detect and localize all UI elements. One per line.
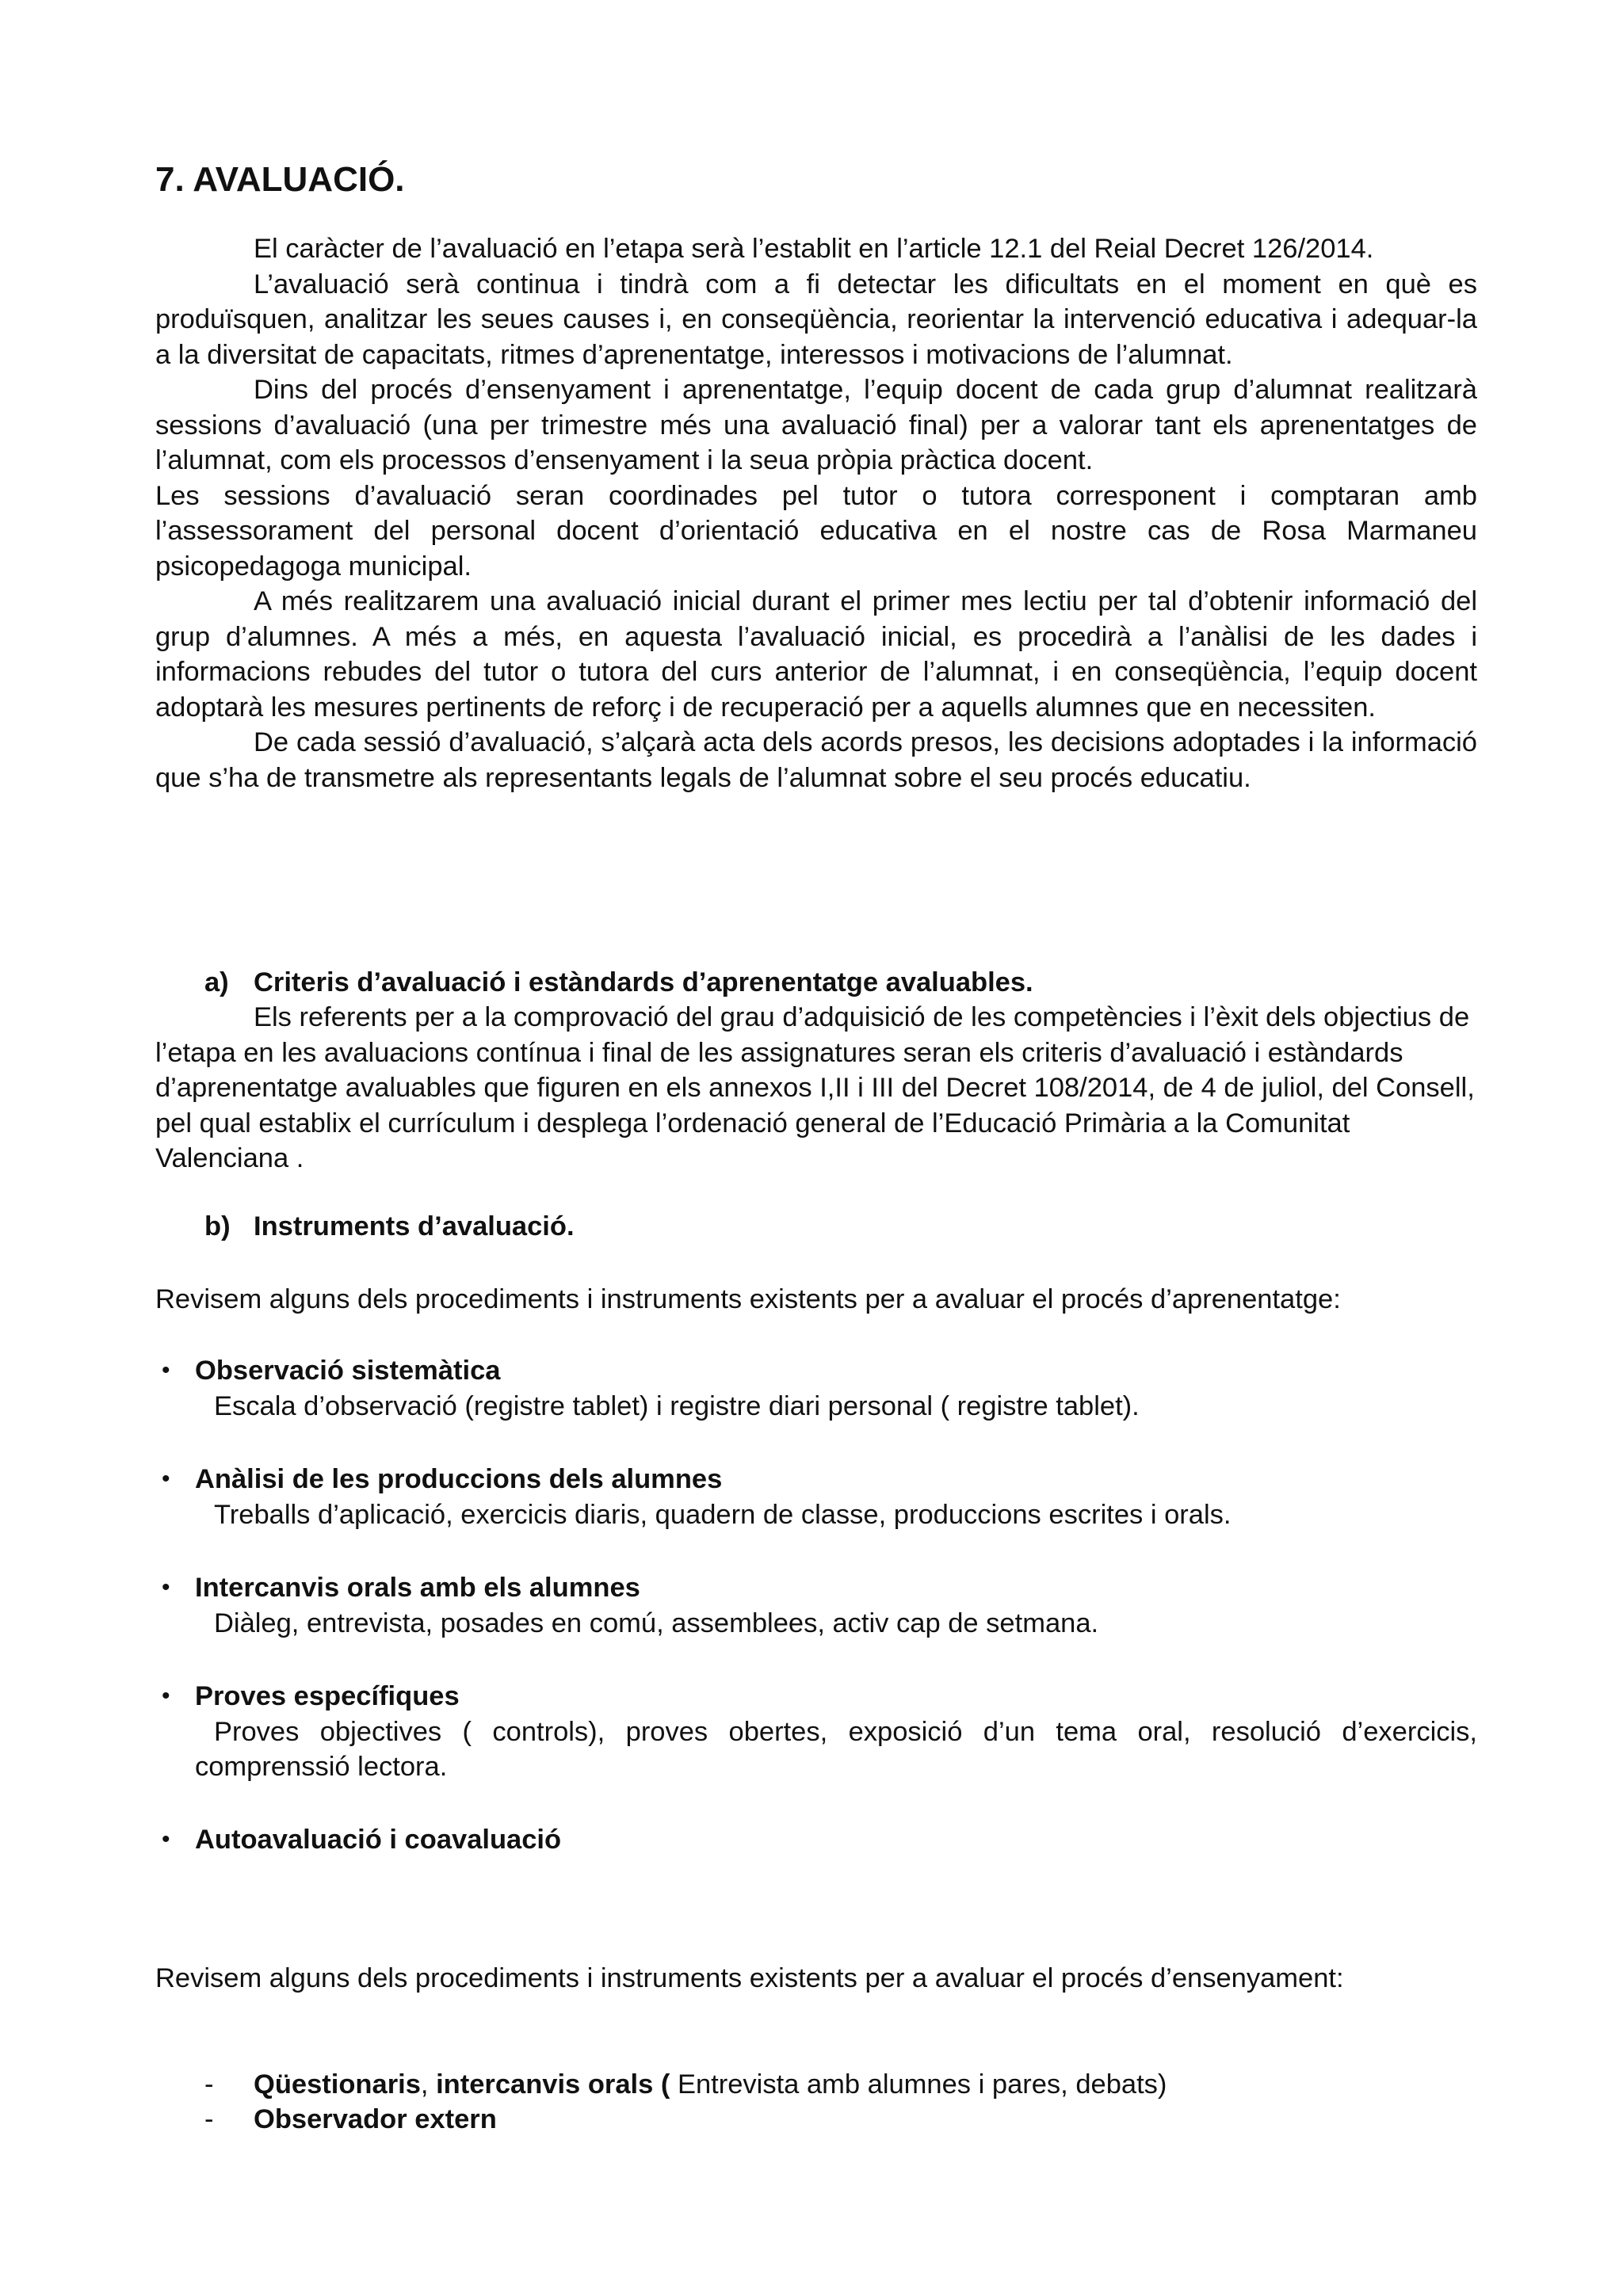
bullet-item [155, 1462, 1477, 1532]
dash-item-bold: intercanvis orals ( [436, 2069, 670, 2100]
bullet-title: Observació sistemàtica [195, 1356, 501, 1386]
subsection-b-heading [204, 1209, 575, 1245]
dash-item-bold: Observador extern [254, 2104, 497, 2134]
intro-paragraph: L’avaluació serà continua i tindrà com a fi detectar les dificultats en el moment en què es produïsquen, analitzar les seues causes i, en conseqüència, reorientar la intervenció educativa i adequar-la a la diversitat de capacitats, ritmes d’aprenentatge, interessos i motivacions de l’alumnat. [155, 269, 1477, 370]
subsection-a-text [155, 1000, 1477, 1177]
intro-paragraph: Les sessions d’avaluació seran coordinades pel tutor o tutora corresponent i comptaran amb l’assessorament del personal docent d’orientació educativa en el nostre cas de Rosa Marmaneu psicopedagoga municipal. [155, 480, 1477, 582]
bullet-item [155, 1679, 1477, 1785]
subsection-title: Criteris d’avaluació i estàndards d’aprenentatge avaluables. [254, 967, 1033, 997]
bullet-icon: • [162, 1574, 170, 1600]
bullet-icon: • [162, 1826, 170, 1852]
bullet-title: Intercanvis orals amb els alumnes [195, 1573, 640, 1603]
bullet-title: Anàlisi de les produccions dels alumnes [195, 1464, 723, 1494]
dash-item-text: Entrevista amb alumnes i pares, debats) [670, 2069, 1167, 2100]
intro-text [155, 231, 1477, 795]
dash-item-bold: Qüestionaris [254, 2069, 421, 2100]
dash-item [204, 2102, 1477, 2138]
intro-paragraph: Dins del procés d’ensenyament i aprenentatge, l’equip docent de cada grup d’alumnat realitzarà sessions d’avaluació (una per trimestre més una avaluació final) per a valorar tant els aprenentatges de l’alumnat, com els processos d’ensenyament i la seua pròpia pràctica docent. [155, 375, 1477, 475]
bullet-item [155, 1353, 1477, 1424]
dash-item [204, 2067, 1477, 2103]
intro-paragraph: De cada sessió d’avaluació, s’alçarà acta dels acords presos, les decisions adoptades i la informació que s’ha de transmetre als representants legals de l’alumnat sobre el seu procés educatiu. [155, 727, 1477, 793]
bullet-description: Treballs d’aplicació, exercicis diaris, quadern de classe, produccions escrites i orals. [214, 1499, 1232, 1530]
dash-marker: - [204, 2104, 214, 2134]
bullet-icon: • [162, 1357, 170, 1383]
bullet-icon: • [162, 1466, 170, 1492]
intro-paragraph: El caràcter de l’avaluació en l’etapa serà l’establit en l’article 12.1 del Reial Decret 126/2014. [254, 234, 1374, 264]
bullet-item [155, 1822, 1477, 1858]
bullet-description: Diàleg, entrevista, posades en comú, assemblees, activ cap de setmana. [214, 1608, 1099, 1638]
bullet-title: Proves específiques [195, 1681, 460, 1711]
bullet-description: Proves objectives ( controls), proves obertes, exposició d’un tema oral, resolució d’exercicis, comprenssió lectora. [195, 1716, 1477, 1782]
learning-intro-text: Revisem alguns dels procediments i instruments existents per a avaluar el procés d’aprenentatge: [155, 1284, 1341, 1314]
subsection-a-heading [204, 965, 1033, 1001]
bullet-item [155, 1570, 1477, 1641]
bullet-icon: • [162, 1683, 170, 1709]
dash-item-text: , [420, 2069, 437, 2100]
teaching-intro [155, 1961, 1477, 1997]
document-page [155, 0, 1477, 2296]
subsection-a-body: Els referents per a la comprovació del grau d’adquisició de les competències i l’èxit dels objectius de l’etapa en les avaluacions contínua i final de les assignatures seran els criteris d’avaluació i estàndards d’aprenentatge avaluables que figuren en els annexos I,II i III del Decret 108/2014, de 4 de juliol, del Consell, pel qual establix el currículum i desplega l’ordenació general de l’Educació Primària a la Comunitat Valenciana . [155, 1002, 1475, 1173]
subsection-marker: b) [204, 1211, 231, 1241]
bullet-title: Autoavaluació i coavaluació [195, 1825, 562, 1855]
dash-marker: - [204, 2069, 214, 2100]
learning-intro [155, 1282, 1477, 1318]
subsection-title: Instruments d’avaluació. [254, 1211, 575, 1241]
bullet-description: Escala d’observació (registre tablet) i registre diari personal ( registre tablet). [214, 1390, 1140, 1421]
intro-paragraph: A més realitzarem una avaluació inicial durant el primer mes lectiu per tal d’obtenir informació del grup d’alumnes. A més a més, en aquesta l’avaluació inicial, es procedirà a l’anàlisi de les dades i informacions rebudes del tutor o tutora del curs anterior de l’alumnat, i en conseqüència, l’equip docent adoptarà les mesures pertinents de reforç i de recuperació per a aquells alumnes que en necessiten. [155, 586, 1477, 723]
section-heading: 7. AVALUACIÓ. [155, 160, 405, 199]
subsection-marker: a) [204, 967, 229, 997]
teaching-intro-text: Revisem alguns dels procediments i instruments existents per a avaluar el procés d’ensenyament: [155, 1963, 1344, 1993]
